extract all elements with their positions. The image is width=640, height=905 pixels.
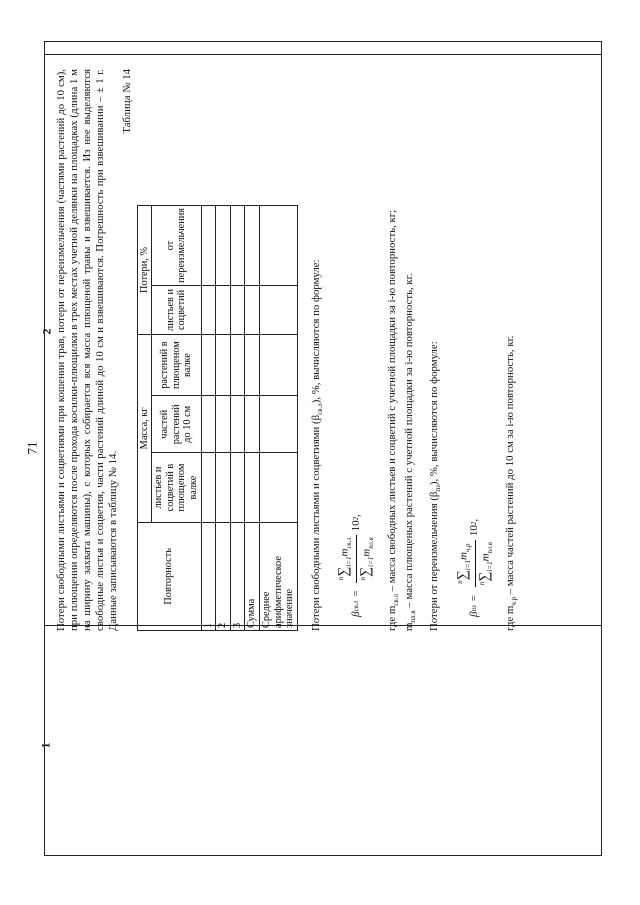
- frame-divider: [44, 54, 602, 55]
- row-label: Сумма: [245, 522, 260, 630]
- table-row: [230, 206, 245, 631]
- subheader-mass-plants: растений в плющеном валке: [152, 335, 201, 396]
- page-number: 71: [24, 441, 40, 455]
- where-plants: $m_{пл.в}$ – масса плющеных растений с учетной площадки за i-ю повторность, кг.: [403, 273, 418, 631]
- formula-chop: β пз = $^n\sum_{i=1}m_{ч.р}$ $^n\sum_{i=1}m_{пл.в}$ 10 2 ,: [454, 69, 497, 617]
- column-label-1: 1: [38, 742, 53, 749]
- losses-leaves-text: Потери свободными листьями и соцветиями $(\beta_{св.л})$, %, вычисляются по формуле:: [309, 259, 324, 631]
- subheader-mass-leaves: листьев и соцветий в плющеном валке: [152, 453, 201, 522]
- where-leaves: где $m_{св.л}$ – масса свободных листьев и соцветий с учетной площадки за i-ю повторность, кг;: [385, 209, 400, 631]
- header-losses: Потери, %: [137, 206, 152, 335]
- table-row: [216, 206, 231, 631]
- intro-paragraph: Потери свободными листьями и соцветиями при кошении трав, потери от переизмельчения (частями растений до 10 см), при плющении определяются после прохода косилки-плющилки в трех местах учетной делянки на площадках (длина 1 м на ширину захвата машины), с которых собирается вся масса плющеной травы и взвешивается. Из нее выделяются свободные листья и соцветия, части растений длиной до 10 см и взвешиваются. Погрешность при взвешивании – ± 1 г. Данные записываются в таблицу № 14.: [55, 69, 120, 631]
- table-14: [137, 205, 298, 631]
- subheader-loss-leaves: листьев и соцветий: [152, 285, 201, 334]
- table-row: [201, 206, 216, 631]
- formula-leaves: β св.л = $^n\sum_{i=1}m_{св.л}$ $^n\sum_{i=1}m_{пл.в}$ 10 2 ,: [335, 69, 378, 617]
- subheader-mass-parts: частей растений до 10 см: [152, 396, 201, 453]
- where-parts: где $m_{ч.р}$ – масса частей растений до 10 см за i-ю повторность, кг.: [504, 335, 519, 631]
- header-repeat: Повторность: [137, 522, 201, 630]
- fraction: $^n\sum_{i=1}m_{св.л}$ $^n\sum_{i=1}m_{пл.в}$: [335, 534, 378, 583]
- subheader-loss-chop: от переизмельчения: [152, 206, 201, 286]
- row-label: 3: [230, 522, 245, 630]
- row-label: 2: [216, 522, 231, 630]
- losses-chop-text: Потери от переизмельчения $(\beta_{пз})$, %, вычисляются по формуле:: [428, 341, 443, 631]
- table-row: [245, 206, 260, 631]
- rotated-content: [55, 69, 625, 631]
- row-label: Среднее арифметическое значение: [259, 522, 297, 630]
- table-number: Таблица № 14: [121, 69, 134, 134]
- row-label: 1: [201, 522, 216, 630]
- fraction: $^n\sum_{i=1}m_{ч.р}$ $^n\sum_{i=1}m_{пл.в}$: [455, 542, 494, 586]
- table-row: [259, 206, 297, 631]
- header-mass: Масса, кг: [137, 335, 152, 523]
- column-label-2: 2: [39, 328, 54, 335]
